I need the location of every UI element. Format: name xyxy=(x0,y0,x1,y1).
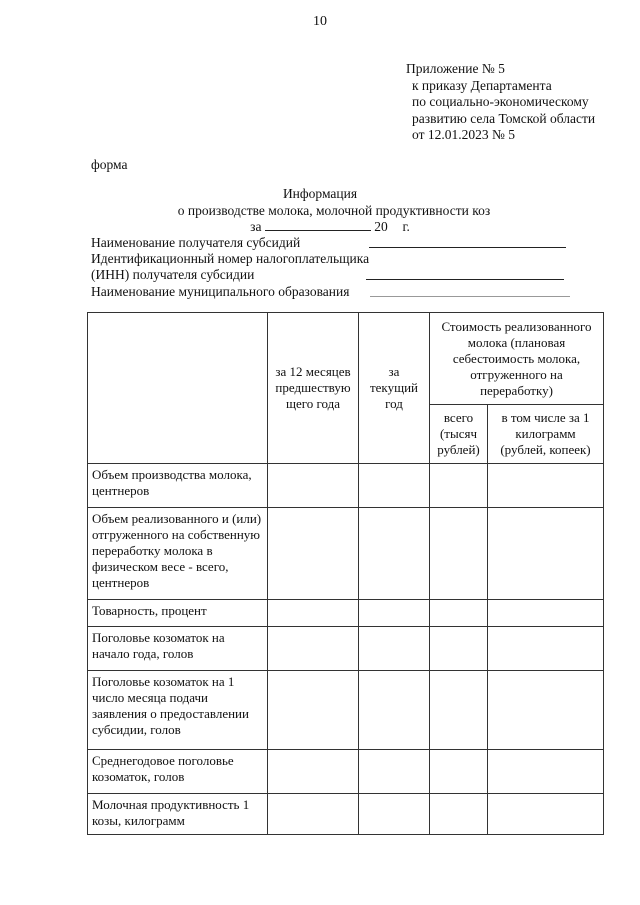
title-period-line xyxy=(0,219,640,236)
row-label: Поголовье козоматок на 1 число месяца подачи заявления о предоставлении субсидии, голов xyxy=(88,671,268,750)
table-cell[interactable] xyxy=(268,627,359,671)
table-cell[interactable] xyxy=(268,600,359,627)
appendix-line: от 12.01.2023 № 5 xyxy=(412,127,515,142)
appendix-line: развитию села Томской области xyxy=(412,110,596,126)
row-label: Объем производства молока, центнеров xyxy=(88,464,268,508)
header-cost: Стоимость реализованного молока (плановая себестоимость молока, отгруженного на переработку) xyxy=(430,313,604,405)
table-cell[interactable] xyxy=(488,750,604,794)
period-blank[interactable] xyxy=(265,219,371,231)
inn-field-line[interactable] xyxy=(366,268,564,284)
table-cell[interactable] xyxy=(268,750,359,794)
field-label: Идентификационный номер налогоплательщика xyxy=(91,251,370,266)
municipality-field xyxy=(91,284,349,300)
field-label: Наименование муниципального образования xyxy=(91,284,350,299)
table-cell[interactable] xyxy=(268,671,359,750)
header-empty xyxy=(88,313,268,464)
table-cell[interactable] xyxy=(359,600,430,627)
municipality-field-line[interactable] xyxy=(370,285,570,301)
title-line: о производстве молока, молочной продуктивности коз xyxy=(177,202,491,218)
appendix-line: по социально-экономическому xyxy=(412,94,589,109)
table-cell[interactable] xyxy=(430,600,488,627)
table-cell[interactable] xyxy=(268,508,359,600)
header-cost-total: всего (тысяч рублей) xyxy=(430,405,488,464)
table-row xyxy=(88,600,604,627)
title-line: Информация xyxy=(282,186,358,201)
table-row xyxy=(88,627,604,671)
appendix-line: к приказу Департамента xyxy=(412,77,552,93)
document-title xyxy=(0,186,640,236)
row-label: Среднегодовое поголовье козоматок, голов xyxy=(88,750,268,794)
table-cell[interactable] xyxy=(430,750,488,794)
form-label: форма xyxy=(91,157,128,172)
header-current-year: за текущий год xyxy=(359,313,430,464)
table-cell[interactable] xyxy=(359,794,430,835)
appendix-header xyxy=(406,61,595,144)
period-suffix: г. xyxy=(402,219,410,234)
table-cell[interactable] xyxy=(430,627,488,671)
table-cell[interactable] xyxy=(430,508,488,600)
table-cell[interactable] xyxy=(268,464,359,508)
table-row xyxy=(88,464,604,508)
inn-field xyxy=(91,251,369,267)
header-prev-year: за 12 месяцев предшествую щего года xyxy=(268,313,359,464)
table-cell[interactable] xyxy=(359,464,430,508)
table-row xyxy=(88,750,604,794)
table-cell[interactable] xyxy=(430,794,488,835)
table-cell[interactable] xyxy=(430,464,488,508)
table-cell[interactable] xyxy=(488,464,604,508)
appendix-line: Приложение № 5 xyxy=(406,61,505,76)
table-row xyxy=(88,508,604,600)
table-cell[interactable] xyxy=(430,671,488,750)
table-cell[interactable] xyxy=(359,750,430,794)
recipient-field xyxy=(91,235,300,251)
period-prefix: за xyxy=(250,219,262,234)
table-cell[interactable] xyxy=(359,508,430,600)
inn-field-cont xyxy=(91,267,254,283)
field-label: (ИНН) получателя субсидии xyxy=(91,267,255,282)
data-table xyxy=(87,312,604,835)
table-row xyxy=(88,794,604,835)
period-year: 20 xyxy=(374,219,388,234)
page-number: 10 xyxy=(313,14,327,29)
row-label: Молочная продуктивность 1 козы, килограмм xyxy=(88,794,268,835)
table-row xyxy=(88,671,604,750)
table-cell[interactable] xyxy=(359,627,430,671)
row-label: Товарность, процент xyxy=(88,600,268,627)
table-cell[interactable] xyxy=(488,794,604,835)
table-cell[interactable] xyxy=(488,627,604,671)
row-label: Поголовье козоматок на начало года, голов xyxy=(88,627,268,671)
table-cell[interactable] xyxy=(488,600,604,627)
row-label: Объем реализованного и (или) отгруженного на собственную переработку молока в физическом весе - всего, центнеров xyxy=(88,508,268,600)
header-cost-per-kg: в том числе за 1 килограмм (рублей, копеек) xyxy=(488,405,604,464)
table-cell[interactable] xyxy=(268,794,359,835)
field-label: Наименование получателя субсидий xyxy=(91,235,301,250)
table-cell[interactable] xyxy=(488,508,604,600)
table-cell[interactable] xyxy=(359,671,430,750)
recipient-field-line[interactable] xyxy=(369,236,566,252)
table-cell[interactable] xyxy=(488,671,604,750)
